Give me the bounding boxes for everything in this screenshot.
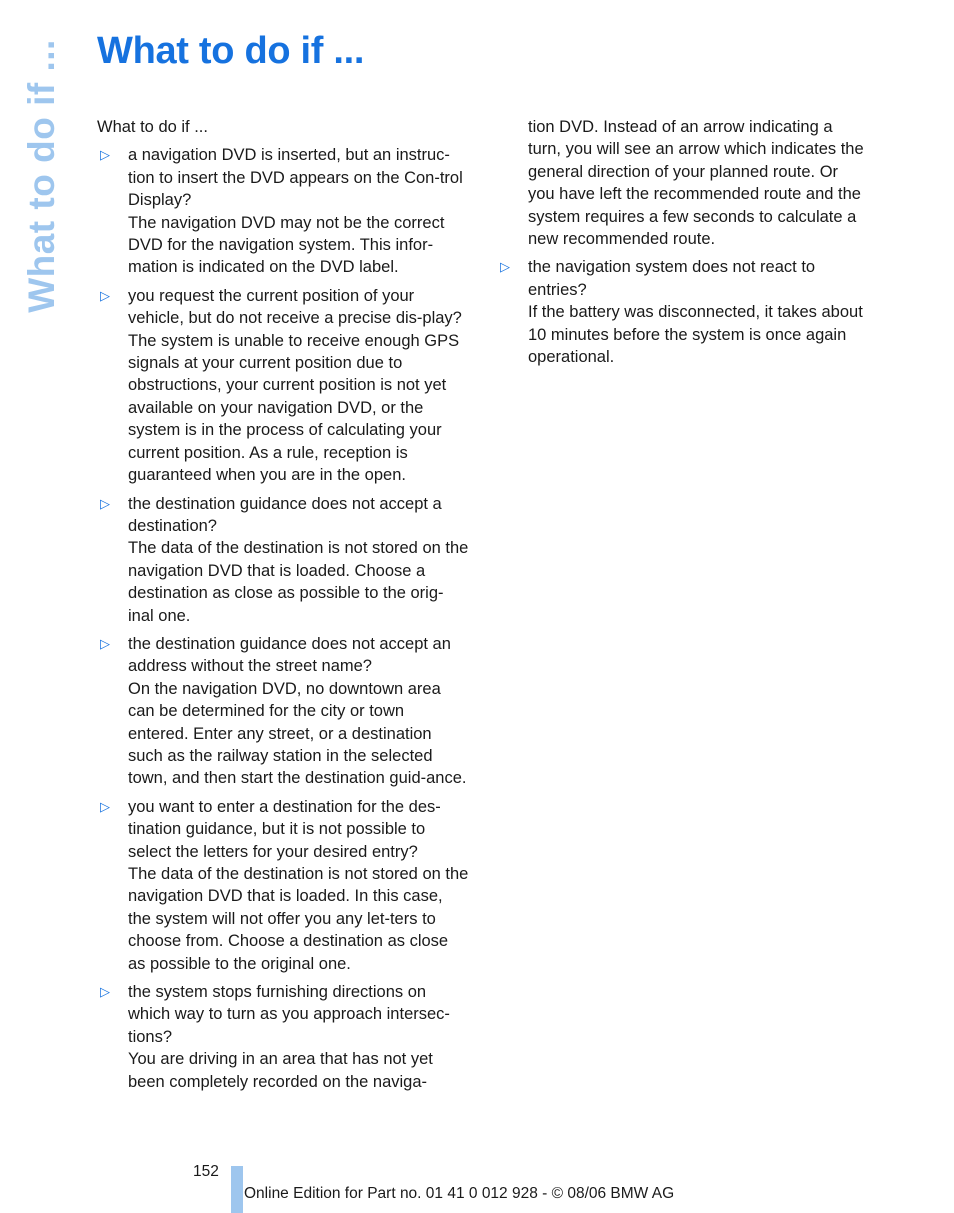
intro-text: What to do if ...: [97, 118, 208, 136]
list-item: [97, 981, 469, 1093]
arrow-bullet-icon: ▷: [100, 984, 110, 1000]
side-title-text: What to do if ...: [21, 39, 63, 313]
continued-answer-text: tion DVD. Instead of an arrow indicating a turn, you will see an arrow which indicates the general direction of your planned route. Or you have left the recommended route and the system requires a few seconds to calculate a new recommended route.: [528, 118, 864, 249]
side-title: [18, 36, 66, 316]
arrow-bullet-icon: ▷: [100, 798, 110, 814]
question-text: the destination guidance does not accept a destination?: [128, 494, 442, 535]
answer-text: The data of the destination is not stored on the navigation DVD that is loaded. Choose a destination as close as possible to the orig-inal one.: [128, 539, 469, 625]
question-text: you request the current position of your vehicle, but do not receive a precise dis-play?: [128, 286, 462, 328]
question-text: the destination guidance does not accept an address without the street name?: [128, 634, 451, 676]
question-text: a navigation DVD is inserted, but an instruc-tion to insert the DVD appears on the Con-trol Display?: [128, 146, 463, 210]
answer-text: The data of the destination is not stored on the navigation DVD that is loaded. In this case, the system will not offer you any let-ters to choose from. Choose a destination as close as possible to the original one.: [128, 865, 469, 973]
answer-text: The system is unable to receive enough GPS signals at your current position due to obstructions, your current position is not yet available on your navigation DVD, or the system is in the process of calculating your current position. As a rule, reception is guaranteed when you are in the open.: [128, 331, 460, 485]
list-item: [97, 796, 469, 975]
answer-text: You are driving in an area that has not yet been completely recorded on the naviga-: [128, 1050, 433, 1091]
arrow-bullet-icon: ▷: [100, 495, 110, 511]
arrow-bullet-icon: ▷: [100, 147, 110, 163]
answer-text: If the battery was disconnected, it takes about 10 minutes before the system is once again operational.: [528, 303, 863, 367]
list-item: [497, 256, 869, 368]
list-item: [97, 633, 469, 790]
question-text: you want to enter a destination for the des-tination guidance, but it is not possible to select the letters for your desired entry?: [128, 797, 441, 861]
list-item: [97, 493, 469, 627]
left-column: [97, 116, 469, 1099]
footer-edition-text: Online Edition for Part no. 01 41 0 012 928 - © 08/06 BMW AG: [244, 1185, 675, 1202]
answer-text: On the navigation DVD, no downtown area can be determined for the city or town entered. Enter any street, or a destination such as the railway station in the selected town, and then start the destination guid-ance.: [128, 679, 467, 788]
question-text: the navigation system does not react to entries?: [528, 258, 816, 299]
arrow-bullet-icon: ▷: [500, 259, 510, 275]
answer-text: The navigation DVD may not be the correct DVD for the navigation system. This infor-mation is indicated on the DVD label.: [128, 213, 445, 277]
arrow-bullet-icon: ▷: [100, 635, 110, 651]
list-item: [97, 285, 469, 487]
arrow-bullet-icon: ▷: [100, 287, 110, 303]
footer-accent-bar: [231, 1166, 243, 1213]
question-text: the system stops furnishing directions on which way to turn as you approach intersec-tions?: [128, 983, 450, 1046]
page-title: What to do if ...: [97, 30, 365, 72]
right-column: [497, 116, 869, 374]
list-item: [97, 144, 469, 278]
page-number: 152: [193, 1163, 219, 1180]
